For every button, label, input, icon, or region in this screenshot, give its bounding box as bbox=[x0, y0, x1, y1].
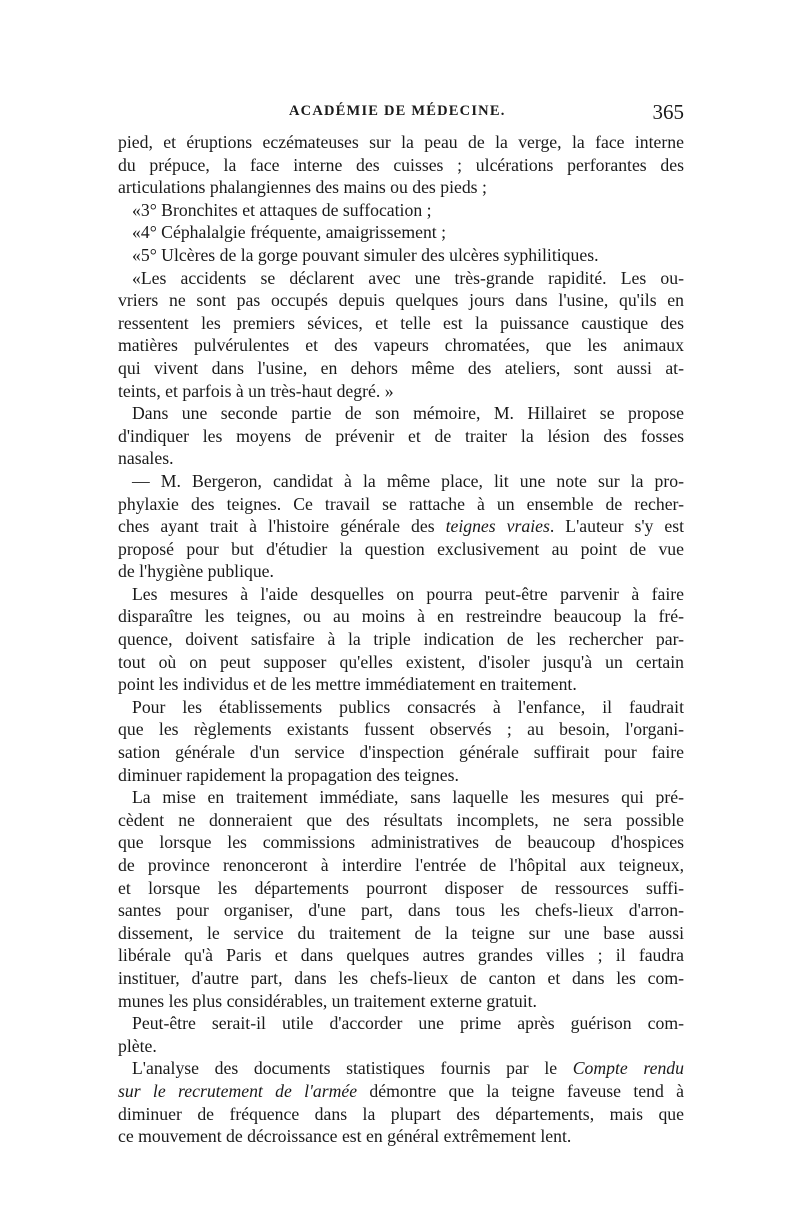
text-line-content: munes les plus considérables, un traitement externe gratuit. bbox=[118, 990, 537, 1011]
text-line bbox=[118, 673, 684, 696]
text-line-content: articulations phalangiennes des mains ou des pieds ; bbox=[118, 177, 487, 198]
text-line-content: — M. Bergeron, candidat à la même place, lit une note sur la pro- bbox=[132, 470, 684, 491]
text-line-content: ressentent les premiers sévices, et telle est la puissance caustique des bbox=[118, 312, 684, 333]
text-line bbox=[118, 176, 684, 199]
text-line-content: que les règlements existants fussent observés ; au besoin, l'organi- bbox=[118, 719, 684, 740]
text-line bbox=[118, 538, 684, 561]
text-line-content: Dans une seconde partie de son mémoire, M. Hillairet se propose bbox=[132, 403, 684, 424]
text-line bbox=[118, 402, 684, 425]
text-line-content: instituer, d'autre part, dans les chefs-lieux de canton et dans les com- bbox=[118, 967, 684, 988]
text-line-content: ce mouvement de décroissance est en général extrêmement lent. bbox=[118, 1126, 572, 1147]
text-line-content: teints, et parfois à un très-haut degré. » bbox=[118, 380, 394, 401]
text-line-content: du prépuce, la face interne des cuisses ; ulcérations perforantes des bbox=[118, 154, 684, 175]
page-header bbox=[118, 100, 684, 126]
text-line-content: diminuer rapidement la propagation des teignes. bbox=[118, 764, 459, 785]
text-line bbox=[118, 922, 684, 945]
text-line bbox=[118, 718, 684, 741]
text-line-content: diminuer de fréquence dans la plupart des départements, mais que bbox=[118, 1103, 684, 1124]
text-line-content: «4° Céphalalgie fréquente, amaigrissement ; bbox=[132, 222, 447, 243]
page-number: 365 bbox=[652, 100, 684, 124]
text-line bbox=[118, 786, 684, 809]
text-line-content: dissement, le service du traitement de la teigne sur une base aussi bbox=[118, 922, 684, 943]
text-line bbox=[118, 131, 684, 154]
text-line-content: vriers ne sont pas occupés depuis quelques jours dans l'usine, qu'ils en bbox=[118, 290, 684, 311]
text-line bbox=[118, 515, 684, 538]
text-line bbox=[118, 854, 684, 877]
text-line bbox=[118, 1103, 684, 1126]
text-line-content: de province renonceront à interdire l'entrée de l'hôpital aux teigneux, bbox=[118, 855, 684, 875]
text-line-content: L'analyse des documents statistiques fournis par le bbox=[132, 1058, 573, 1079]
text-line-content: La mise en traitement immédiate, sans laquelle les mesures qui pré- bbox=[132, 787, 684, 808]
text-line bbox=[118, 809, 684, 832]
text-line-content: de l'hygiène publique. bbox=[118, 561, 274, 582]
text-line bbox=[118, 199, 684, 222]
italic-phrase: Compte rendu bbox=[572, 1058, 684, 1079]
text-line-content: qui vivent dans l'usine, en dehors même des ateliers, sont aussi at- bbox=[118, 357, 684, 378]
text-line bbox=[118, 1012, 684, 1035]
text-line bbox=[118, 605, 684, 628]
text-line-continuation: démontre que la teigne faveuse tend à bbox=[357, 1080, 684, 1101]
text-line bbox=[118, 1080, 684, 1103]
text-line bbox=[118, 221, 684, 244]
text-line bbox=[118, 470, 684, 493]
text-line-content: matières pulvérulentes et des vapeurs chromatées, que les animaux bbox=[118, 335, 684, 356]
text-line-content: santes pour organiser, d'une part, dans tous les chefs-lieux d'arron- bbox=[118, 900, 684, 921]
text-line-content: «3° Bronchites et attaques de suffocation ; bbox=[132, 199, 432, 220]
text-line-content: et lorsque les départements pourront disposer de ressources suffi- bbox=[118, 877, 684, 898]
text-line bbox=[118, 628, 684, 651]
running-title: ACADÉMIE DE MÉDECINE. bbox=[289, 103, 506, 119]
text-line-content: ches ayant trait à l'histoire générale des bbox=[118, 516, 446, 537]
text-line bbox=[118, 289, 684, 312]
text-line bbox=[118, 990, 684, 1013]
text-line-content: sation générale d'un service d'inspection générale suffirait pour faire bbox=[118, 742, 684, 763]
text-line bbox=[118, 380, 684, 403]
text-line bbox=[118, 1057, 684, 1080]
text-line-content: «5° Ulcères de la gorge pouvant simuler des ulcères syphilitiques. bbox=[132, 244, 599, 265]
text-line bbox=[118, 267, 684, 290]
italic-phrase: teignes vraies bbox=[445, 516, 550, 537]
body-text bbox=[118, 131, 684, 1148]
text-line bbox=[118, 764, 684, 787]
text-line bbox=[118, 425, 684, 448]
text-line-content: proposé pour but d'étudier la question exclusivement au point de vue bbox=[118, 538, 684, 559]
text-line-content: Peut-être serait-il utile d'accorder une prime après guérison com- bbox=[132, 1013, 684, 1034]
text-line bbox=[118, 560, 684, 583]
text-line bbox=[118, 831, 684, 854]
text-line-content: Les mesures à l'aide desquelles on pourra peut-être parvenir à faire bbox=[132, 583, 684, 604]
text-line-content: tout où on peut supposer qu'elles existent, d'isoler jusqu'à un certain bbox=[118, 651, 684, 672]
text-line-content: quence, doivent satisfaire à la triple indication de les rechercher par- bbox=[118, 629, 684, 650]
text-line bbox=[118, 357, 684, 380]
text-line bbox=[118, 877, 684, 900]
text-line-content: Pour les établissements publics consacrés à l'enfance, il faudrait bbox=[132, 696, 684, 717]
text-line-content: phylaxie des teignes. Ce travail se rattache à un ensemble de recher- bbox=[118, 493, 684, 514]
text-line-content: pied, et éruptions eczémateuses sur la peau de la verge, la face interne bbox=[118, 132, 684, 152]
text-line bbox=[118, 899, 684, 922]
text-line-content: disparaître les teignes, ou au moins à en restreindre beaucoup la fré- bbox=[118, 606, 684, 627]
text-line bbox=[118, 312, 684, 335]
text-line bbox=[118, 583, 684, 606]
text-line bbox=[118, 1125, 684, 1148]
text-line bbox=[118, 696, 684, 719]
text-line bbox=[118, 244, 684, 267]
text-line bbox=[118, 493, 684, 516]
text-line bbox=[118, 944, 684, 967]
italic-phrase: sur le recrutement de l'armée bbox=[118, 1080, 358, 1101]
text-line-content: que lorsque les commissions administratives de beaucoup d'hospices bbox=[118, 832, 684, 853]
text-line bbox=[118, 154, 684, 177]
text-line-content: point les individus et de les mettre immédiatement en traitement. bbox=[118, 674, 577, 695]
text-line-content: «Les accidents se déclarent avec une très-grande rapidité. Les ou- bbox=[132, 267, 684, 288]
text-line-content: plète. bbox=[118, 1035, 157, 1056]
text-line-continuation: . L'auteur s'y est bbox=[549, 516, 684, 537]
text-line bbox=[118, 651, 684, 674]
text-line-content: libérale qu'à Paris et dans quelques autres grandes villes ; il faudra bbox=[118, 945, 684, 966]
text-line bbox=[118, 1035, 684, 1058]
text-line bbox=[118, 447, 684, 470]
text-line-content: d'indiquer les moyens de prévenir et de traiter la lésion des fosses bbox=[118, 425, 684, 446]
text-line bbox=[118, 967, 684, 990]
text-line-content: nasales. bbox=[118, 448, 174, 469]
text-line-content: cèdent ne donneraient que des résultats incomplets, ne sera possible bbox=[118, 809, 684, 830]
text-line bbox=[118, 741, 684, 764]
text-line bbox=[118, 334, 684, 357]
